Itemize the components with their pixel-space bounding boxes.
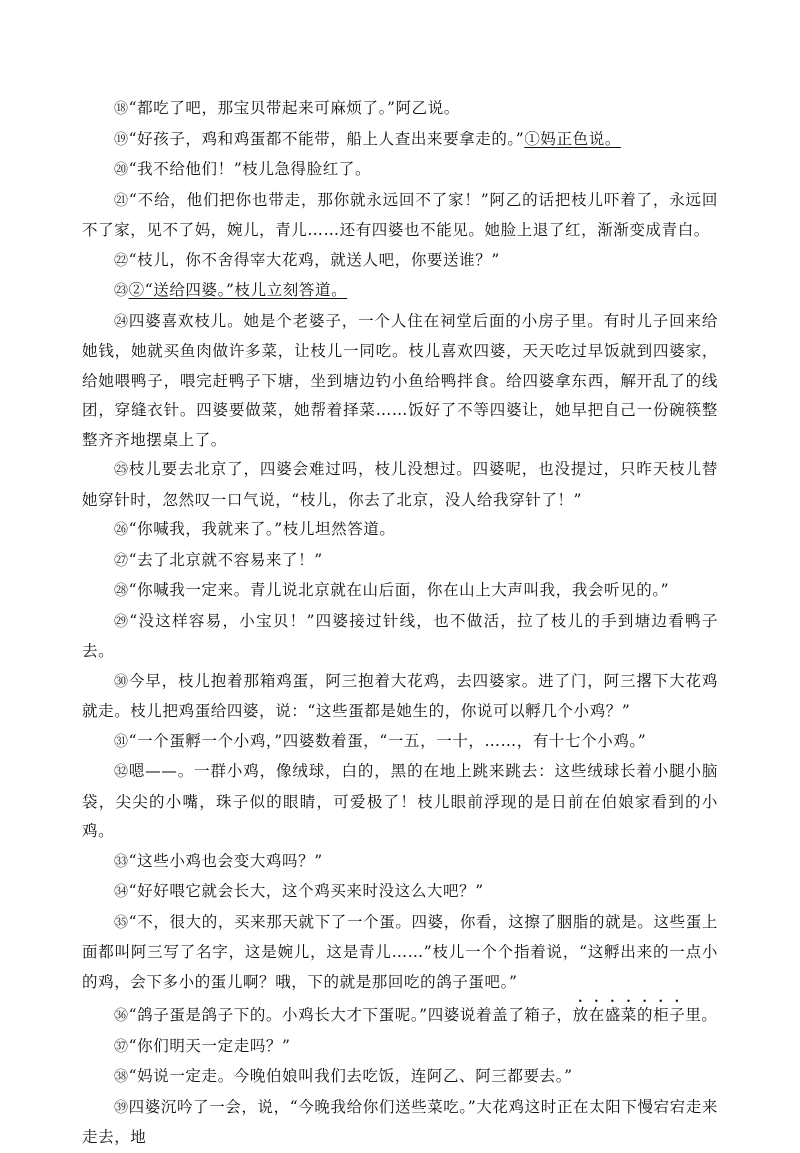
paragraph-number: ㉘ [114,583,129,599]
paragraph-text: “你喊我一定来。青儿说北京就在山后面，你在山上大声叫我，我会听见的。” [128,581,670,599]
paragraph [82,155,718,186]
paragraph-text: “不给，他们把你也带走，那你就永远回不了家！”阿乙的话把枝儿吓着了，永远回不了家，见不了妈，婉儿，青儿……还有四婆也不能见。她脸上退了红，渐渐变成青白。 [82,190,718,239]
paragraph-text: “枝儿，你不舍得宰大花鸡，就送人吧，你要送谁？” [128,250,500,269]
paragraph-text: 四婆沉吟了一会，说，“今晚我给你们送些菜吃。”大花鸡这时正在太阳下慢宕宕走来走去，地 [82,1097,718,1146]
paragraph [82,246,718,277]
paragraph [82,576,718,607]
paragraph [82,94,718,125]
paragraph [82,276,718,307]
paragraph-text: “没这样容易，小宝贝！”四婆接过针线，也不做活，拉了枝儿的手到塘边看鸭子去。 [82,611,718,660]
paragraph [82,515,718,546]
paragraph-number: ㊲ [114,1038,129,1055]
paragraph-text: “这些小鸡也会变大鸡吗？” [128,851,323,870]
paragraph-number: ⑱ [114,101,129,117]
paragraph-text: 枝儿要去北京了，四婆会难过吗，枝儿没想过。四婆呢，也没提过，只昨天枝儿替她穿针时，忽然叹一口气说，“枝儿，你去了北京，没人给我穿针了！” [82,460,718,509]
paragraph-text: 四婆喜欢枝儿。她是个老婆子，一个人住在祠堂后面的小房子里。有时儿子回来给她钱，她就买鱼肉做许多菜，让枝儿一同吃。枝儿喜欢四婆，天天吃过早饭就到四婆家，给她喂鸭子，喂完赶鸭子下塘，坐到塘边钓小鱼给鸭拌食。给四婆拿东西，解开乱了的线团，穿缝衣针。四婆要做菜，她帮着择菜……饭好了不等四婆让，她早把自己一份碗筷整整齐齐地摆桌上了。 [82,311,718,449]
paragraph-text: “你们明天一定走吗？” [128,1036,291,1055]
paragraph [82,1032,718,1063]
paragraph [82,186,718,246]
paragraph-text: “都吃了吧，那宝贝带起来可麻烦了。”阿乙说。 [128,99,460,117]
paragraph [82,847,718,878]
paragraph [82,908,718,998]
paragraph-number: ㊴ [114,1099,129,1116]
paragraph [82,997,718,1032]
paragraph-text: “我不给他们！”枝儿急得脸红了。 [128,160,372,178]
paragraph-number: ㉑ [114,192,129,209]
paragraph [82,607,718,667]
paragraph-number: ㉙ [114,613,130,630]
paragraph-number: ㉝ [114,853,129,870]
paragraph-number: ㉗ [114,552,129,569]
underlined-sentence: ①妈正色说。 [524,129,621,148]
paragraph-text: 里。 [685,1006,718,1024]
paragraph-number: ㉚ [114,673,129,690]
paragraph-text: “去了北京就不容易来了！” [128,550,323,569]
paragraph-text: 今早，枝儿抱着那箱鸡蛋，阿三抱着大花鸡，去四婆家。进了门，阿三撂下大花鸡就走。枝儿把鸡蛋给四婆，说：“这些蛋都是她生的，你说可以孵几个小鸡？” [82,671,718,720]
paragraph [82,1093,718,1153]
paragraph [82,877,718,908]
underlined-sentence: ②“送给四婆。”枝儿立刻答道。 [128,281,348,299]
dotted-phrase: 放在盛菜的柜子 [572,1006,686,1024]
paragraph-number: ㉕ [114,462,129,478]
paragraph [82,667,718,727]
paragraph-number: ㉛ [114,733,129,750]
paragraph-number: ⑳ [114,162,129,178]
paragraph-number: ㉔ [114,313,129,330]
paragraph-text: “一个蛋孵一个小鸡，”四婆数着蛋，“一五，一十，……，有十七个小鸡。” [128,731,647,750]
paragraph-number: ⑲ [114,131,129,148]
paragraph-number: ㉞ [114,884,129,900]
paragraph-number: ㊱ [114,1008,129,1024]
paragraph [82,546,718,577]
paragraph-number: ㉟ [114,914,129,931]
paragraph [82,1062,718,1093]
paragraph-number: ㉜ [114,764,129,780]
paragraph-number: ㊳ [114,1069,129,1085]
paragraph [82,757,718,847]
document-body [82,94,718,1153]
paragraph-text: “好好喂它就会长大，这个鸡买来时没这么大吧？” [128,882,484,900]
paragraph-text: “妈说一定走。今晚伯娘叫我们去吃饭，连阿乙、阿三都要去。” [128,1067,573,1085]
paragraph-text: “你喊我，我就来了。”枝儿坦然答道。 [128,520,396,538]
paragraph [82,125,718,156]
paragraph [82,307,718,456]
paragraph [82,455,718,515]
paragraph-text: “鸽子蛋是鸽子下的。小鸡长大才下蛋呢。”四婆说着盖了箱子， [128,1006,573,1024]
paragraph [82,727,718,758]
paragraph-number: ㉖ [114,522,129,538]
paragraph-number: ㉓ [114,283,129,299]
paragraph-number: ㉒ [114,252,129,269]
paragraph-text: “好孩子，鸡和鸡蛋都不能带，船上人查出来要拿走的。” [128,129,525,148]
paragraph-text: “不，很大的，买来那天就下了一个蛋。四婆，你看，这擦了胭脂的就是。这些蛋上面都叫阿三写了名字，这是婉儿，这是青儿……”枝儿一个个指着说，“这孵出来的一点小的鸡，会下多小的蛋儿啊？哦，下的就是那回吃的鸽子蛋吧。” [82,912,718,991]
paragraph-text: 嗯——。一群小鸡，像绒球，白的，黑的在地上跳来跳去：这些绒球长着小腿小脑袋，尖尖的小嘴，珠子似的眼睛，可爱极了！枝儿眼前浮现的是日前在伯娘家看到的小鸡。 [82,762,718,840]
